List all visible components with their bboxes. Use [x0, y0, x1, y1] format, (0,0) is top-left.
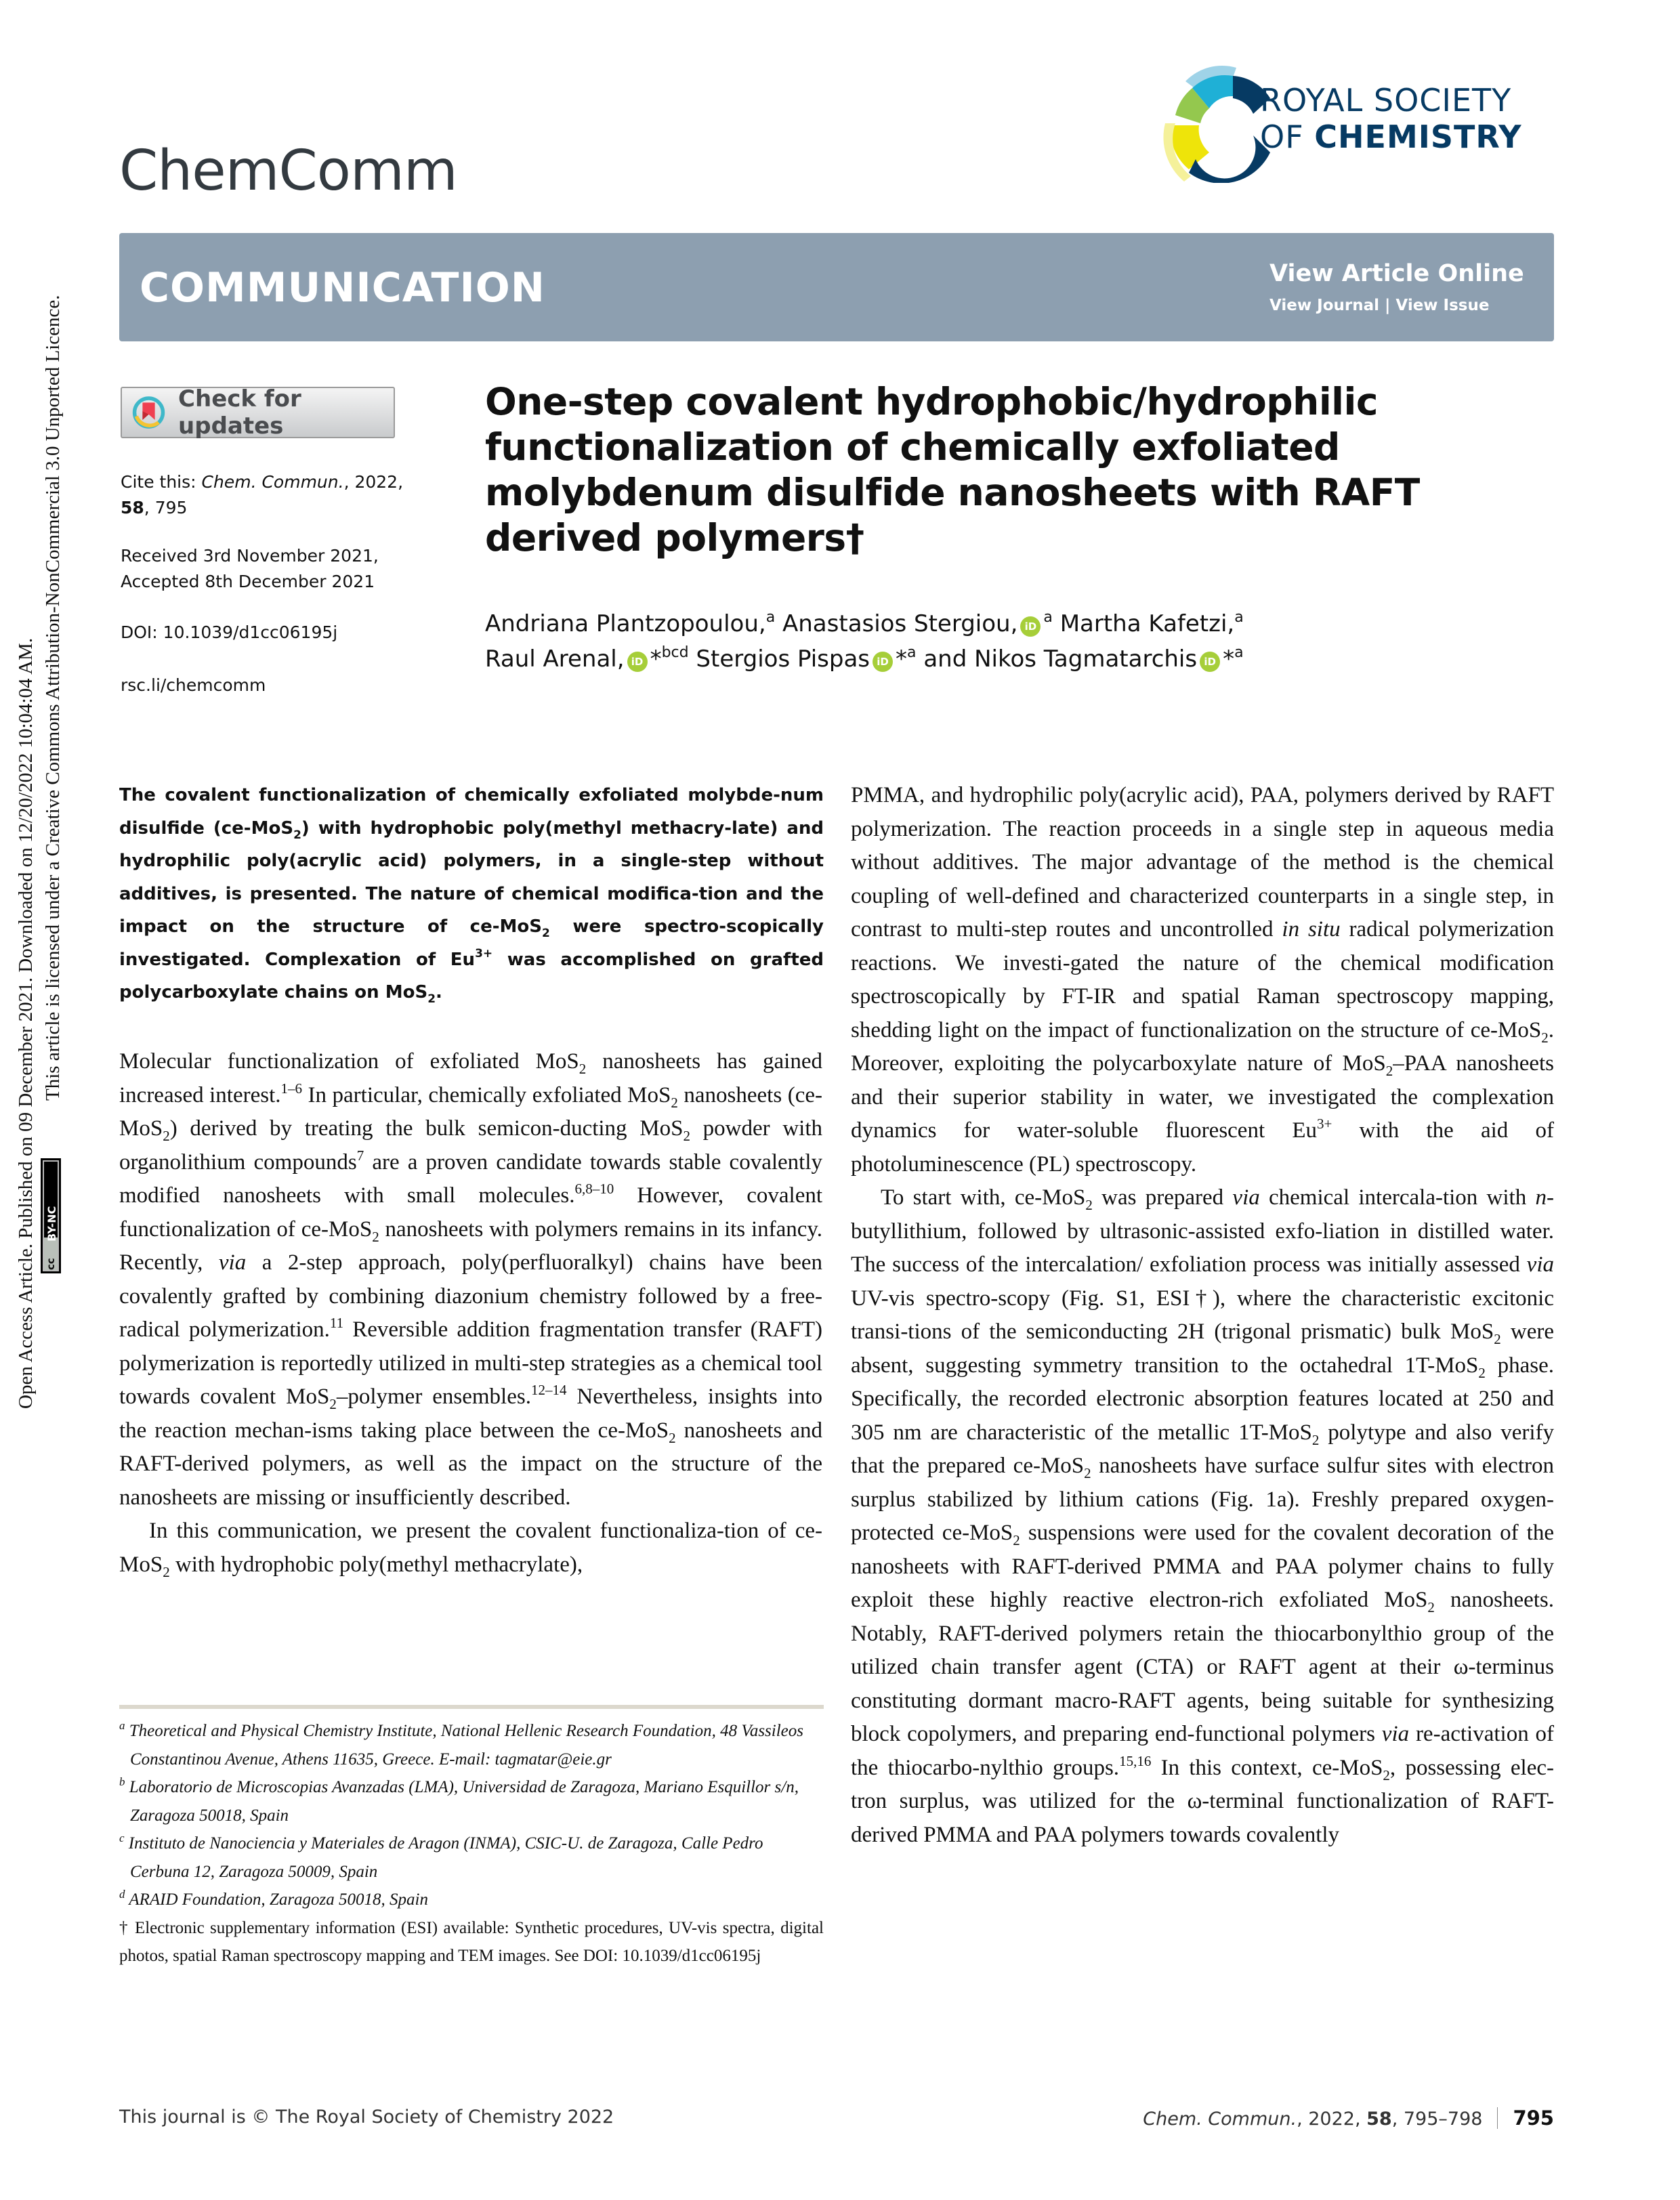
footnote-divider [119, 1705, 824, 1709]
affiliation-b: $^b$ Laboratorio de Microscopias Avanzadas (LMA), Universidad de Zaragoza, Mariano Esquillor s/n, Zaragoza 50018, Spain [119, 1775, 799, 1825]
orcid-icon[interactable]: iD [1020, 616, 1041, 637]
page-number: 795 [1513, 2107, 1554, 2130]
body-paragraph: Molecular functionalization of exfoliated MoS$_2$ nanosheets has gained increased interest.$^{1-6}$ In particular, chemically exfoliated MoS$_2$ nanosheets (ce-MoS$_2$) derived by treating the bulk semicon-ducting MoS$_2$ powder with organolithium compounds$^7$ are a proven candidate towards stable covalently modified nanosheets with small molecules.$^{6,8-10}$ However, covalent functionalization of ce-MoS$_2$ nanosheets with polymers remains in its infancy. Recently, via a 2-step approach, poly(perfluoralkyl) chains have been covalently grafted by combining diazonium chemistry followed by a free-radical polymerization.$^{11}$ Reversible addition fragmentation transfer (RAFT) polymerization is reportedly utilized in multi-step strategies as a chemical tool towards covalent MoS$_2$–polymer ensembles.$^{12-14}$ Nevertheless, insights into the reaction mechan-isms taking place between the ce-MoS$_2$ nanosheets and RAFT-derived polymers, as well as the impact on the structure of the nanosheets are missing or insufficiently described. [119, 1049, 823, 1510]
page-citation: Chem. Commun., 2022, 58, 795–798 795 [1143, 2107, 1554, 2130]
cc-badge-label: BY-NC [45, 1206, 58, 1242]
article-title: One-step covalent hydrophobic/hydrophilic functionalization of chemically exfoliated molybdenum disulfide nanosheets with RAFT derived polymers† [485, 380, 1420, 559]
licence-notice[interactable]: This article is licensed under a Creative Commons Attribution-NonCommercial 3.0 Unported Licence. [42, 295, 64, 1101]
author: Martha Kafetzi,$^a$ [1059, 609, 1244, 637]
accepted-date: Accepted 8th December 2021 [121, 572, 375, 591]
article-dates [121, 543, 439, 595]
copyright-notice: This journal is © The Royal Society of Chemistry 2022 [119, 2107, 614, 2128]
cite-label: Cite this: [121, 472, 202, 492]
orcid-icon[interactable]: iD [873, 652, 893, 672]
abstract: The covalent functionalization of chemically exfoliated molybde-num disulfide (ce-MoS$_2$) with hydrophobic poly(methyl methacry-late) and hydrophilic poly(acrylic acid) polymers, in a single-step without additives, is presented. The nature of chemical modifica-tion and the impact on the structure of ce-MoS$_2$ were spectro-scopically investigated. Complexation of $Eu^{3+}$ was accomplished on grafted polycarboxylate chains on MoS$_2$. [119, 785, 824, 1006]
article-type-bar [119, 233, 1554, 341]
body-column-left [119, 1045, 822, 1582]
publisher-name-line2-bold: CHEMISTRY [1314, 119, 1522, 155]
author: Raul Arenal, iD *$^{bcd}$ [485, 644, 689, 673]
crossmark-icon [131, 394, 166, 431]
cc-badge-cc: cc [45, 1258, 57, 1270]
esi-note: † Electronic supplementary information (ESI) available: Synthetic procedures, UV-vis spectra, digital photos, spatial Raman spectroscopy mapping and TEM images. See DOI: 10.1039/d1cc06195j [119, 1918, 824, 1965]
author: Stergios Pispas iD *$^a$ [696, 644, 917, 673]
affiliation-c: $^c$ Instituto de Nanociencia y Materiales de Aragon (INMA), CSIC-U. de Zaragoza, Calle Pedro Cerbuna 12, Zaragoza 50009, Spain [119, 1832, 763, 1881]
footnotes [119, 1717, 824, 1970]
author: Andriana Plantzopoulou,$^a$ [485, 609, 776, 637]
view-links [1269, 297, 1489, 314]
link-separator: | [1379, 297, 1396, 314]
publisher-name-line2-light: OF [1260, 119, 1315, 155]
publisher-name-line1: ROYAL SOCIETY [1260, 82, 1512, 119]
cite-year: , 2022, [343, 472, 404, 492]
article-type-label: COMMUNICATION [140, 264, 545, 312]
orcid-icon[interactable]: iD [627, 652, 648, 672]
check-for-updates-label: Check for updates [178, 385, 301, 440]
license-strip [0, 257, 81, 1409]
view-article-online-link[interactable]: View Article Online [1269, 260, 1524, 287]
view-issue-link[interactable]: View Issue [1395, 297, 1490, 314]
body-paragraph: PMMA, and hydrophilic poly(acrylic acid), PAA, polymers derived by RAFT polymerization. The reaction proceeds in a single step in aqueous media without additives. The major advantage of the method is the chemical coupling of well-defined and characterized counterparts in a single step, in contrast to multi-step routes and uncontrolled in situ radical polymerization reactions. We investi-gated the nature of the chemical modification spectroscopically by FT-IR and spatial Raman spectroscopy mapping, shedding light on the impact of functionalization on the structure of ce-MoS$_2$. Moreover, exploiting the polycarboxylate nature of MoS$_2$–PAA nanosheets and their superior stability in water, we investigated the complexation dynamics for water-soluble fluorescent $Eu^{3+}$ with the aid of photoluminescence (PL) spectroscopy. [851, 783, 1554, 1177]
body-column-right [851, 779, 1554, 1852]
cite-volume: 58 [121, 498, 144, 517]
author-list [485, 606, 1467, 677]
affiliation-d: $^d$ ARAID Foundation, Zaragoza 50018, Spain [119, 1888, 428, 1909]
rsc-c-logo-icon [1158, 61, 1274, 183]
view-journal-link[interactable]: View Journal [1269, 297, 1379, 314]
doi[interactable]: DOI: 10.1039/d1cc06195j [121, 622, 338, 642]
journal-short-link[interactable]: rsc.li/chemcomm [121, 675, 266, 695]
page-footer [119, 2107, 1554, 2134]
body-paragraph: In this communication, we present the covalent functionaliza-tion of ce-MoS$_2$ with hydrophobic poly(methyl methacrylate), [119, 1519, 822, 1580]
author: and Nikos Tagmatarchis iD *$^a$ [923, 644, 1244, 673]
open-access-notice[interactable]: Open Access Article. Published on 09 December 2021. Downloaded on 12/20/2022 10:04:04 AM. [15, 637, 37, 1409]
affiliation-a: $^a$ Theoretical and Physical Chemistry Institute, National Hellenic Research Foundation, 48 Vassileos Constantinou Avenue, Athens 11635, Greece. E-mail: tagmatar@eie.gr [119, 1719, 803, 1769]
citation [121, 469, 439, 521]
cc-by-nc-badge-icon[interactable] [41, 1158, 61, 1273]
author: Anastasios Stergiou, $iD^a$ [782, 609, 1053, 637]
cite-page: , 795 [144, 498, 188, 517]
body-paragraph: To start with, ce-MoS$_2$ was prepared via chemical intercala-tion with n-butyllithium, followed by ultrasonic-assisted exfo-liation in distilled water. The success of the intercalation/ exfoliation process was initially assessed via UV-vis spectro-scopy (Fig. S1, ESI†), where the characteristic excitonic transi-tions of the semiconducting 2H (trigonal prismatic) bulk MoS$_2$ were absent, suggesting symmetry transition to the octahedral 1T-MoS$_2$ phase. Specifically, the recorded electronic absorption features located at 250 and 305 nm are characteristic of the metallic 1T-MoS$_2$ polytype and also verify that the prepared ce-MoS$_2$ nanosheets have surface sulfur sites with electron surplus stabilized by lithium cations (Fig. 1a). Freshly prepared oxygen-protected ce-MoS$_2$ suspensions were used for the covalent decoration of the nanosheets with RAFT-derived PMMA and PAA polymer chains to fully exploit these highly reactive electron-rich exfoliated MoS$_2$ nanosheets. Notably, RAFT-derived polymers retain the thiocarbonylthio group of the utilized chain transfer agent (CTA) or RAFT agent at their ω-terminus constituting dormant macro-RAFT agents, being suitable for synthesizing block copolymers, and preparing end-functional polymers via re-activation of the thiocarbo-nylthio groups.$^{15,16}$ In this context, ce-MoS$_2$, possessing elec-tron surplus, was utilized for the ω-terminal functionalization of RAFT-derived PMMA and PAA polymers towards covalently [851, 1185, 1554, 1847]
footer-divider [1497, 2107, 1498, 2129]
orcid-icon[interactable]: iD [1200, 652, 1220, 672]
received-date: Received 3rd November 2021, [121, 546, 379, 566]
rsc-logo[interactable] [1158, 61, 1572, 183]
cite-journal: Chem. Commun. [201, 472, 344, 492]
check-for-updates-button[interactable] [121, 387, 395, 438]
journal-title: ChemComm [119, 139, 457, 203]
